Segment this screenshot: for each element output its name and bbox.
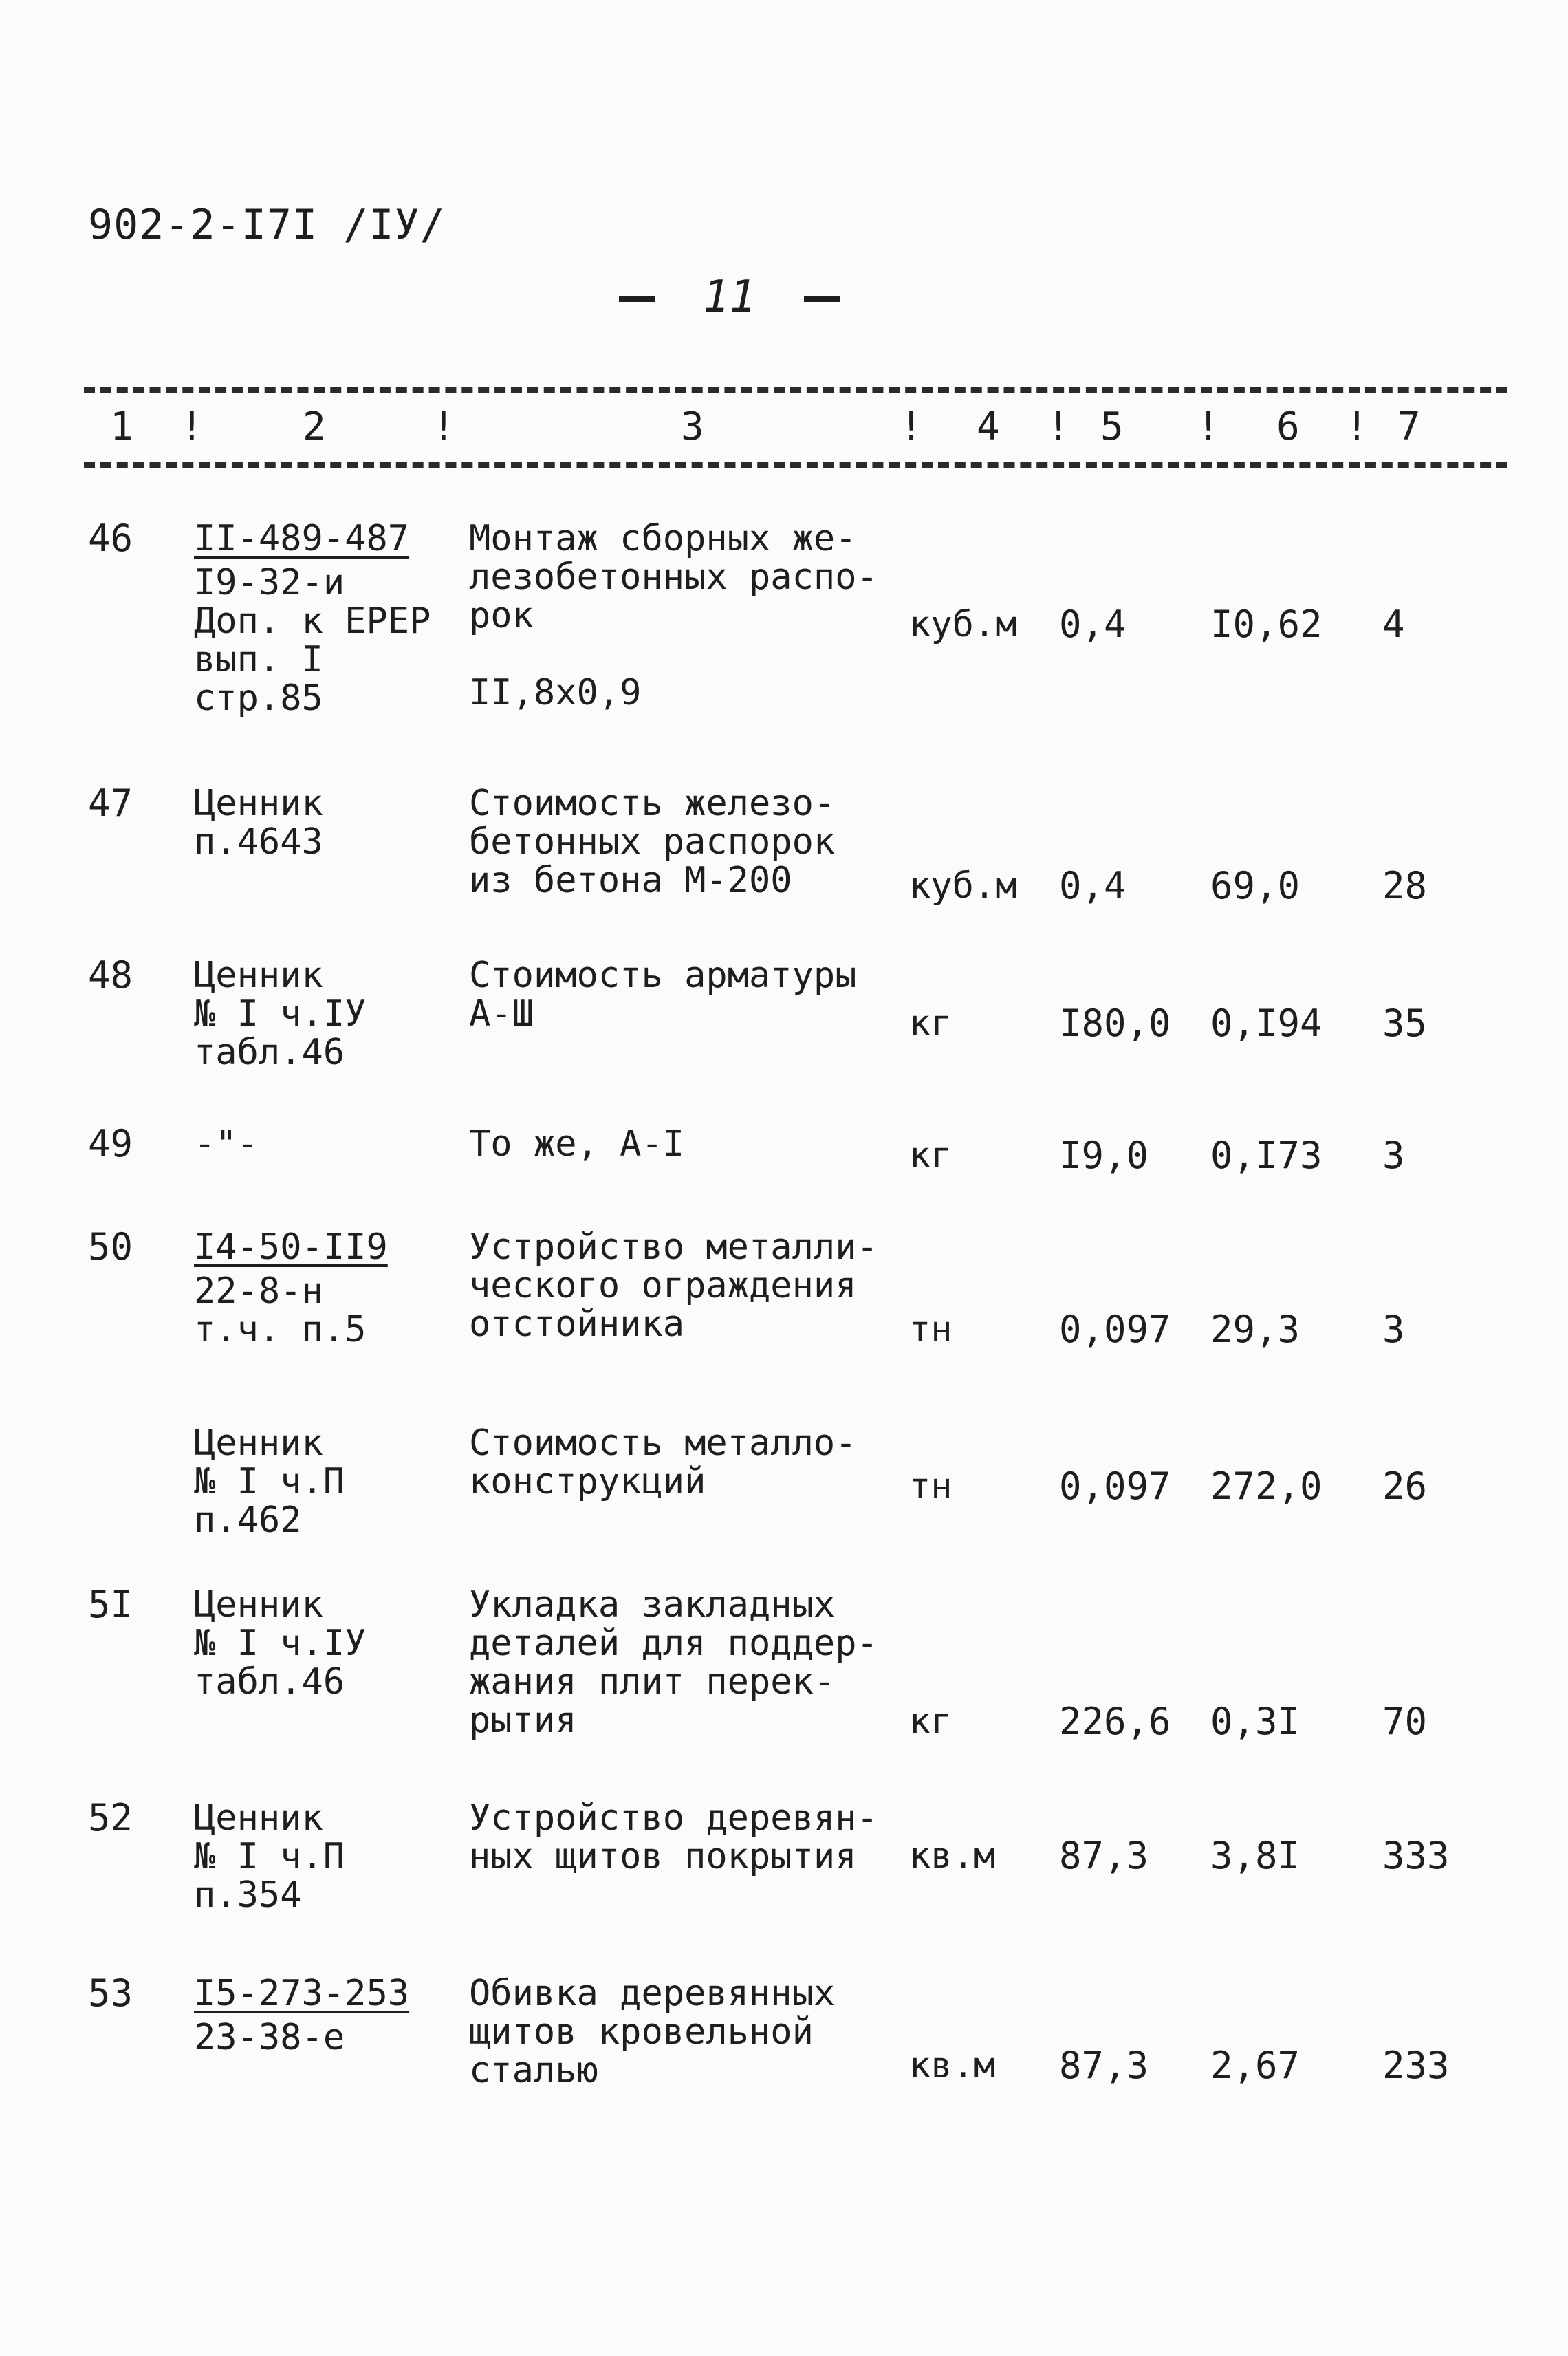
norm-code-line: № I ч.П bbox=[194, 1836, 345, 1877]
work-description-line: деталей для поддер- bbox=[469, 1623, 878, 1664]
unit-price: I0,62 bbox=[1210, 603, 1322, 646]
column-header-1: 1 bbox=[110, 404, 133, 449]
unit: кг bbox=[909, 1135, 952, 1176]
column-header-3: 3 bbox=[681, 404, 704, 449]
work-description-line: Устройство металли- bbox=[469, 1226, 878, 1268]
unit: кв.м bbox=[909, 2045, 996, 2086]
quantity: 226,6 bbox=[1059, 1700, 1171, 1743]
norm-code-line: т.ч. п.5 bbox=[194, 1309, 367, 1351]
unit: тн bbox=[909, 1466, 952, 1507]
work-description-line: щитов кровельной bbox=[469, 2011, 814, 2053]
unit: куб.м bbox=[909, 604, 1017, 645]
row-number: 53 bbox=[88, 1971, 133, 2015]
page-number bbox=[571, 272, 888, 323]
work-description-line: ческого ограждения bbox=[469, 1265, 857, 1306]
norm-code-main: II-489-487 bbox=[194, 518, 410, 559]
unit-price: 0,I73 bbox=[1210, 1134, 1322, 1177]
work-description-line: Стоимость металло- bbox=[469, 1423, 857, 1464]
unit: кг bbox=[909, 1003, 952, 1044]
norm-code-line: Доп. к ЕРЕР bbox=[194, 601, 431, 642]
column-separator: ! bbox=[1197, 404, 1220, 449]
row-number: 52 bbox=[88, 1796, 133, 1839]
table-header-bottom-rule bbox=[84, 462, 1507, 468]
work-description-line: А-Ш bbox=[469, 993, 534, 1035]
column-header-4: 4 bbox=[977, 404, 1000, 449]
work-description-line: Обивка деревянных bbox=[469, 1973, 836, 2014]
row-number: 49 bbox=[88, 1122, 133, 1165]
row-number: 46 bbox=[88, 517, 133, 560]
norm-code-line: табл.46 bbox=[194, 1661, 345, 1703]
unit-price: 2,67 bbox=[1210, 2044, 1300, 2087]
norm-code-line: № I ч.IУ bbox=[194, 1623, 367, 1664]
unit: куб.м bbox=[909, 865, 1017, 907]
row-number: 5I bbox=[88, 1583, 133, 1626]
column-separator: ! bbox=[900, 404, 923, 449]
unit: тн bbox=[909, 1309, 952, 1350]
work-description-line: То же, А-I bbox=[469, 1123, 685, 1165]
unit-price: 69,0 bbox=[1210, 864, 1300, 907]
unit-price: 0,I94 bbox=[1210, 1002, 1322, 1045]
norm-code-line: стр.85 bbox=[194, 678, 323, 720]
quantity: 87,3 bbox=[1059, 1834, 1149, 1877]
quantity: I9,0 bbox=[1059, 1134, 1149, 1177]
norm-code-line: Ценник bbox=[194, 1423, 323, 1464]
work-description-line: II,8x0,9 bbox=[469, 672, 642, 713]
work-description-line: Стоимость арматуры bbox=[469, 955, 857, 996]
column-separator: ! bbox=[1047, 404, 1070, 449]
table-header-top-rule bbox=[84, 387, 1507, 393]
norm-code-line: I9-32-и bbox=[194, 562, 345, 604]
unit: кг bbox=[909, 1701, 952, 1742]
work-description-line: Укладка закладных bbox=[469, 1584, 836, 1625]
norm-code-line: № I ч.П bbox=[194, 1461, 345, 1502]
page-number-value: 11 bbox=[703, 272, 756, 323]
work-description-line: сталью bbox=[469, 2050, 598, 2091]
norm-code-line: п.354 bbox=[194, 1874, 302, 1916]
work-description-line: конструкций bbox=[469, 1461, 706, 1502]
norm-code-line: Ценник bbox=[194, 955, 323, 996]
work-description-line: Стоимость железо- bbox=[469, 783, 836, 824]
quantity: 0,4 bbox=[1059, 603, 1126, 646]
quantity: 0,097 bbox=[1059, 1308, 1171, 1351]
norm-code-line: вып. I bbox=[194, 639, 323, 681]
total-cost: 35 bbox=[1382, 1002, 1428, 1045]
row-number: 47 bbox=[88, 781, 133, 825]
total-cost: 233 bbox=[1382, 2044, 1450, 2087]
norm-code-line: Ценник bbox=[194, 783, 323, 824]
column-separator: ! bbox=[180, 404, 204, 449]
norm-code-line: -"- bbox=[194, 1123, 259, 1165]
total-cost: 26 bbox=[1382, 1465, 1428, 1508]
column-header-7: 7 bbox=[1397, 404, 1421, 449]
unit-price: 0,3I bbox=[1210, 1700, 1300, 1743]
column-separator: ! bbox=[432, 404, 455, 449]
norm-code-line: Ценник bbox=[194, 1797, 323, 1839]
work-description-line: отстойника bbox=[469, 1304, 685, 1345]
norm-code-line: № I ч.IУ bbox=[194, 993, 367, 1035]
row-number: 48 bbox=[88, 953, 133, 997]
work-description-line: Монтаж сборных же- bbox=[469, 518, 857, 559]
total-cost: 4 bbox=[1382, 603, 1405, 646]
total-cost: 28 bbox=[1382, 864, 1428, 907]
work-description-line: ных щитов покрытия bbox=[469, 1836, 857, 1877]
quantity: 0,097 bbox=[1059, 1465, 1171, 1508]
total-cost: 3 bbox=[1382, 1134, 1405, 1177]
norm-code-line: табл.46 bbox=[194, 1032, 345, 1073]
column-header-6: 6 bbox=[1276, 404, 1300, 449]
quantity: I80,0 bbox=[1059, 1002, 1171, 1045]
total-cost: 70 bbox=[1382, 1700, 1428, 1743]
work-description-line: лезобетонных распо- bbox=[469, 556, 878, 598]
work-description-line: рок bbox=[469, 595, 534, 636]
column-header-5: 5 bbox=[1100, 404, 1124, 449]
unit: кв.м bbox=[909, 1835, 996, 1877]
work-description-line: бетонных распорок bbox=[469, 821, 836, 863]
norm-code-line: п.4643 bbox=[194, 821, 323, 863]
norm-code-line: 22-8-н bbox=[194, 1271, 323, 1312]
unit-price: 272,0 bbox=[1210, 1465, 1322, 1508]
norm-code-main: I4-50-II9 bbox=[194, 1226, 388, 1268]
norm-code-line: 23-38-е bbox=[194, 2017, 345, 2059]
total-cost: 333 bbox=[1382, 1834, 1450, 1877]
column-separator: ! bbox=[1345, 404, 1369, 449]
document-number: 902-2-I7I /IУ/ bbox=[88, 201, 446, 249]
work-description-line: из бетона М-200 bbox=[469, 860, 792, 901]
work-description-line: рытия bbox=[469, 1700, 577, 1741]
unit-price: 3,8I bbox=[1210, 1834, 1300, 1877]
norm-code-line: Ценник bbox=[194, 1584, 323, 1625]
row-number: 50 bbox=[88, 1225, 133, 1268]
work-description-line: жания плит перек- bbox=[469, 1661, 836, 1703]
total-cost: 3 bbox=[1382, 1308, 1405, 1351]
norm-code-line: п.462 bbox=[194, 1500, 302, 1541]
quantity: 0,4 bbox=[1059, 864, 1126, 907]
unit-price: 29,3 bbox=[1210, 1308, 1300, 1351]
column-header-2: 2 bbox=[303, 404, 326, 449]
norm-code-main: I5-273-253 bbox=[194, 1973, 410, 2014]
quantity: 87,3 bbox=[1059, 2044, 1149, 2087]
work-description-line: Устройство деревян- bbox=[469, 1797, 878, 1839]
